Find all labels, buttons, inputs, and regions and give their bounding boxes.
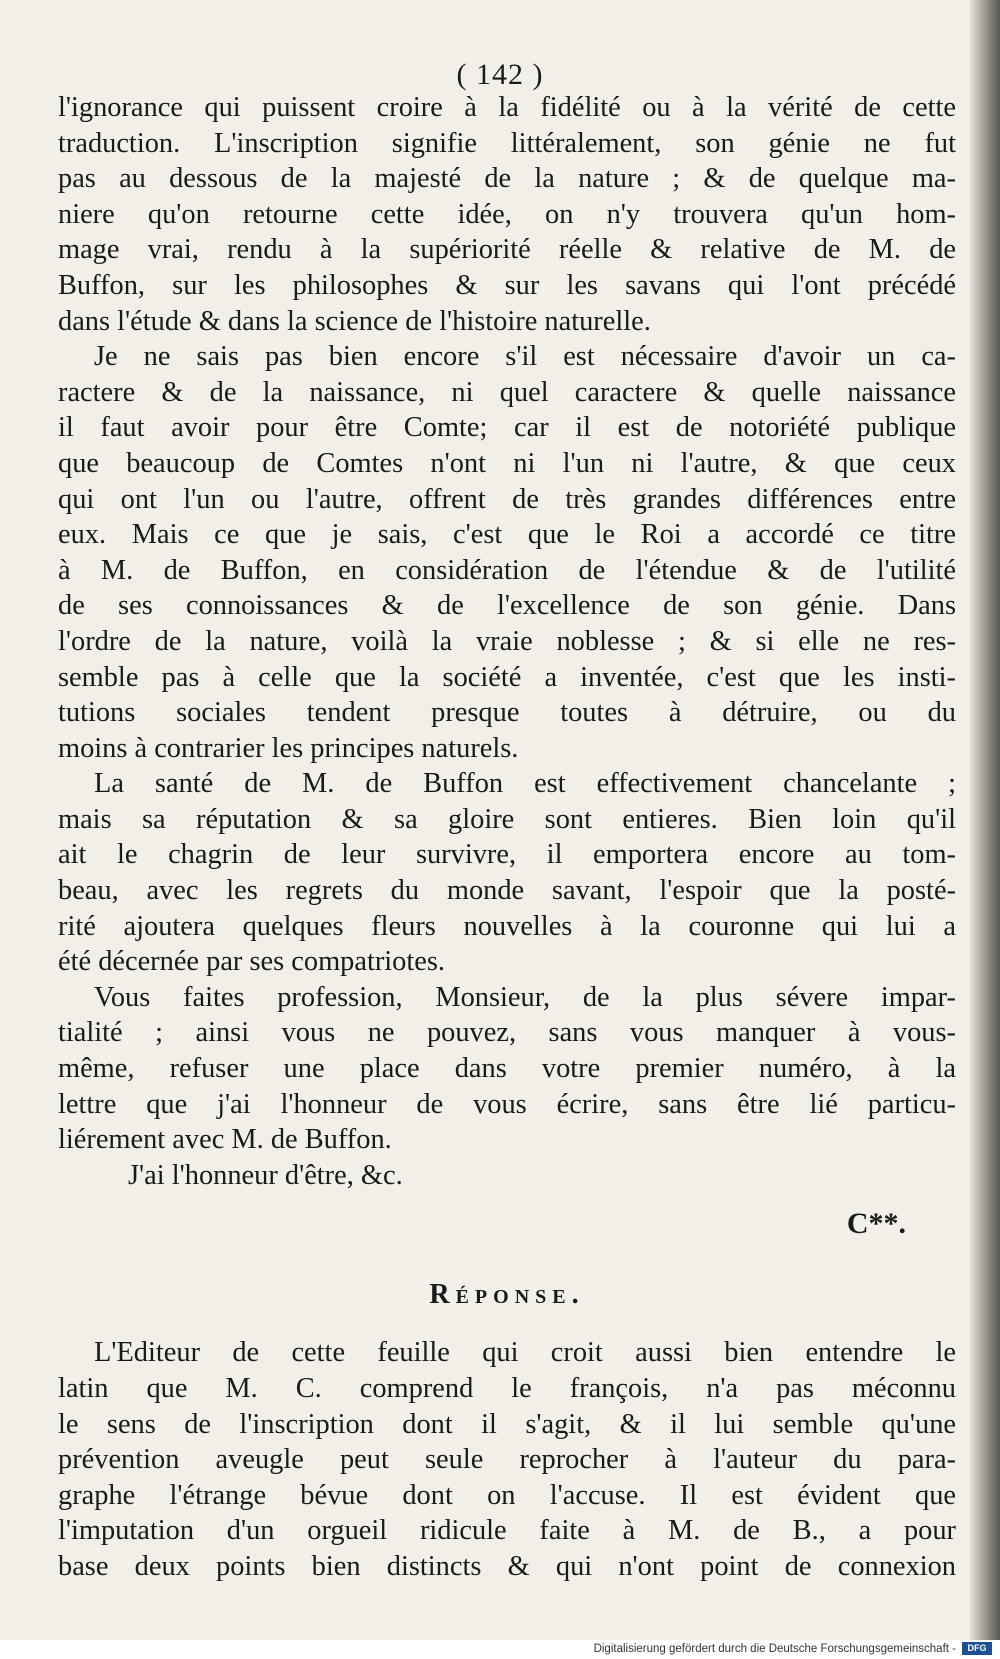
- text-line: pas au dessous de la majesté de la nature ; & de quelque ma-: [58, 163, 956, 195]
- text-line: le sens de l'inscription dont il s'agit, & il lui semble qu'une: [58, 1408, 956, 1440]
- text-line: Je ne sais pas bien encore s'il est nécessaire d'avoir un ca-: [94, 341, 956, 373]
- text-line: lettre que j'ai l'honneur de vous écrire, sans être lié particu-: [58, 1088, 956, 1120]
- text-line: à M. de Buffon, en considération de l'étendue & de l'utilité: [58, 554, 956, 586]
- text-line: La santé de M. de Buffon est effectivement chancelante ;: [94, 768, 956, 800]
- text-line: même, refuser une place dans votre premier numéro, à la: [58, 1053, 956, 1085]
- paragraph-2: [58, 339, 956, 766]
- signature: C**.: [846, 1207, 906, 1241]
- page-number: ( 142 ): [456, 58, 544, 91]
- text-line: qui ont l'un ou l'autre, offrent de très grandes différences entre: [58, 483, 956, 515]
- text-line: Vous faites profession, Monsieur, de la plus sévere impar-: [94, 981, 956, 1013]
- page-body: [58, 90, 956, 1585]
- text-line: niere qu'on retourne cette idée, on n'y trouvera qu'un hom-: [58, 198, 956, 230]
- dfg-logo-icon: DFG: [962, 1642, 992, 1655]
- text-line: il faut avoir pour être Comte; car il est de notoriété publique: [58, 412, 956, 444]
- footer-credit: Digitalisierung gefördert durch die Deutsche Forschungsgemeinschaft -: [593, 1643, 956, 1655]
- text-line: de ses connoissances & de l'excellence de son génie. Dans: [58, 590, 956, 622]
- text-line: beau, avec les regrets du monde savant, l'espoir que la posté-: [58, 875, 956, 907]
- text-line: moins à contrarier les principes naturels.: [58, 732, 519, 764]
- text-line: ait le chagrin de leur survivre, il emportera encore au tom-: [58, 839, 956, 871]
- text-line: que beaucoup de Comtes n'ont ni l'un ni l'autre, & que ceux: [58, 447, 956, 479]
- text-line: latin que M. C. comprend le françois, n'a pas méconnu: [58, 1373, 956, 1404]
- paragraph-3: [58, 766, 956, 980]
- text-line: L'Editeur de cette feuille qui croit aussi bien entendre le: [94, 1337, 956, 1369]
- text-line: Buffon, sur les philosophes & sur les savans qui l'ont précédé: [58, 269, 956, 301]
- digitization-footer: [0, 1640, 1000, 1659]
- reply-paragraph: [58, 1335, 956, 1584]
- text-line: l'imputation d'un orgueil ridicule faite à M. de B., a pour: [58, 1515, 956, 1547]
- text-line: été décernée par ses compatriotes.: [58, 946, 446, 978]
- text-line: rité ajoutera quelques fleurs nouvelles à la couronne qui lui a: [58, 910, 956, 942]
- book-edge-shadow: [970, 0, 1000, 1640]
- closing-line: J'ai l'honneur d'être, &c.: [128, 1159, 403, 1191]
- text-line: graphe l'étrange bévue dont on l'accuse. Il est évident que: [58, 1479, 956, 1511]
- text-line: tutions sociales tendent presque toutes à détruire, ou du: [58, 697, 956, 729]
- text-line: prévention aveugle peut seule reprocher à l'auteur du para-: [58, 1444, 956, 1476]
- reply-heading: Réponse.: [429, 1279, 585, 1311]
- paragraph-1: [58, 90, 956, 339]
- text-line: dans l'étude & dans la science de l'histoire naturelle.: [58, 305, 651, 337]
- paragraph-4: [58, 980, 956, 1158]
- text-line: base deux points bien distincts & qui n'ont point de connexion: [58, 1550, 956, 1582]
- text-line: mage vrai, rendu à la supériorité réelle & relative de M. de: [58, 234, 956, 266]
- text-line: l'ordre de la nature, voilà la vraie noblesse ; & si elle ne res-: [58, 625, 956, 657]
- text-line: semble pas à celle que la société a inventée, c'est que les insti-: [58, 661, 956, 693]
- text-line: traduction. L'inscription signifie littéralement, son génie ne fut: [58, 127, 956, 159]
- text-line: mais sa réputation & sa gloire sont entieres. Bien loin qu'il: [58, 803, 956, 835]
- text-line: tialité ; ainsi vous ne pouvez, sans vous manquer à vous-: [58, 1017, 956, 1049]
- text-line: l'ignorance qui puissent croire à la fidélité ou à la vérité de cette: [58, 92, 956, 123]
- text-line: eux. Mais ce que je sais, c'est que le Roi a accordé ce titre: [58, 519, 956, 551]
- text-line: liérement avec M. de Buffon.: [58, 1124, 392, 1156]
- text-line: ractere & de la naissance, ni quel caractere & quelle naissance: [58, 376, 956, 408]
